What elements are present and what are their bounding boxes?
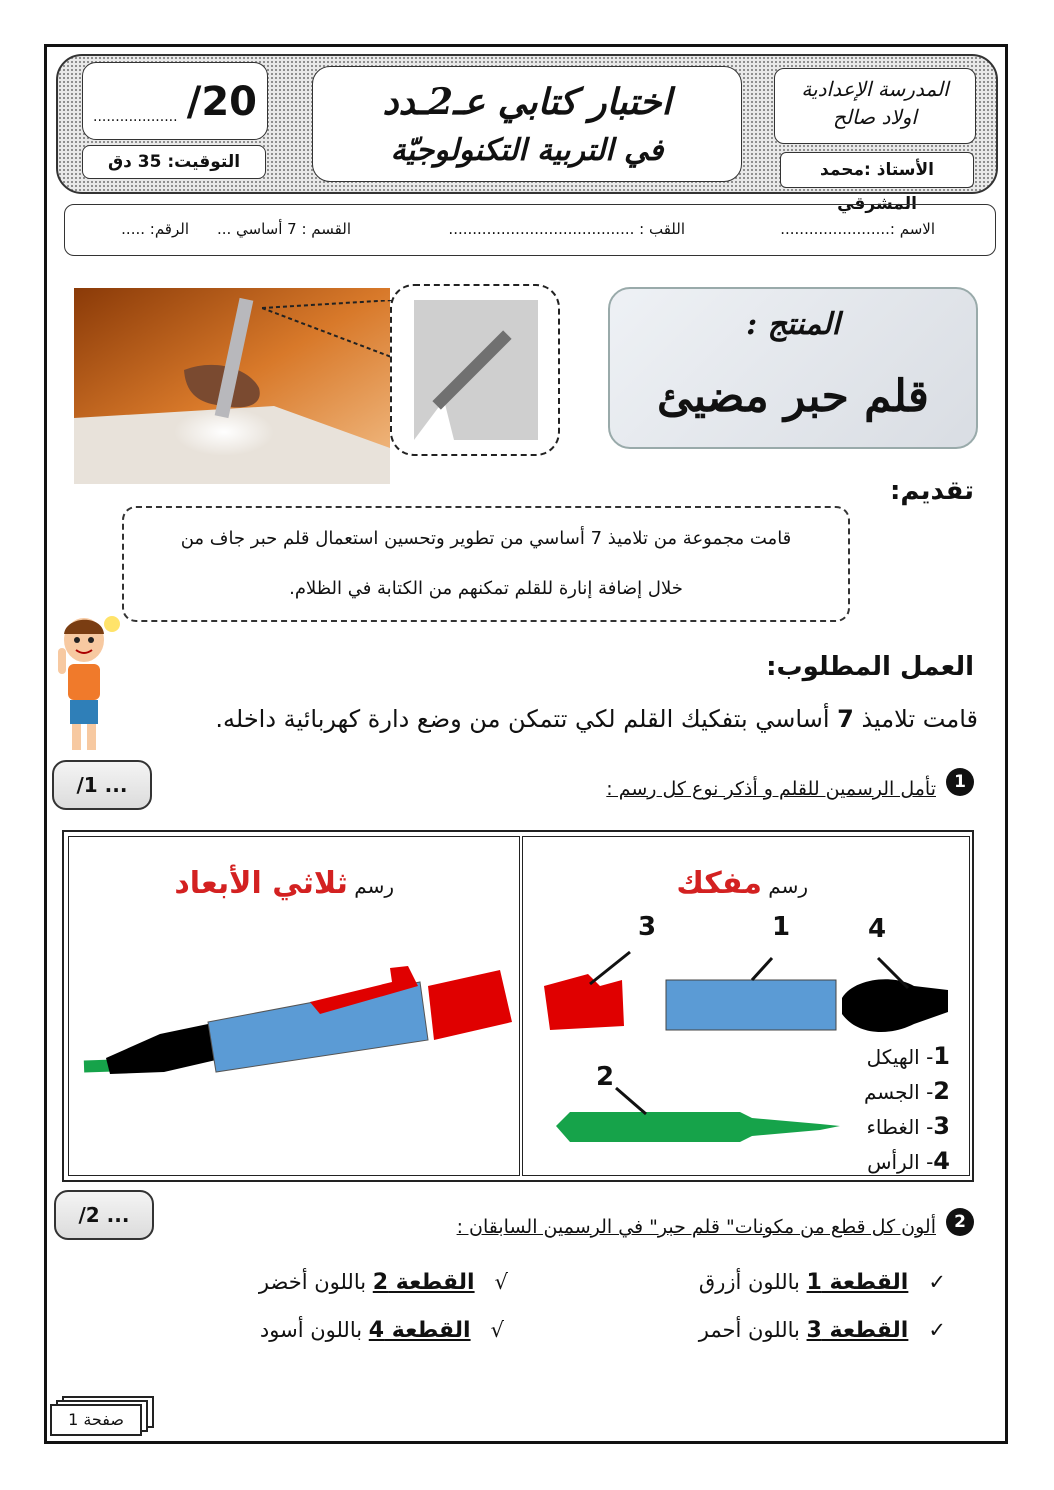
exam-subject: في التربية التكنولوجيّة [390,133,664,168]
legend-item-3 [867,1112,950,1140]
exploded-number-1: 1 [772,912,791,942]
color-item-4 [260,1318,504,1343]
color-item-2-text: باللون أخضر [258,1270,373,1294]
exploded-number-2: 2 [596,1062,615,1092]
color-item-3-label: القطعة 3 [806,1318,909,1343]
legend-item-2 [864,1077,950,1105]
pen-closeup-image [414,300,538,440]
color-item-3 [699,1318,946,1343]
color-item-1-label: القطعة 1 [806,1270,909,1295]
color-item-1-text: باللون أزرق [698,1270,807,1294]
name-field[interactable]: الاسم :....................... [780,220,935,238]
surname-field[interactable]: اللقب : ....................................... [448,220,685,238]
part-4-head [842,979,948,1032]
legend-num-4: 4 [933,1147,950,1175]
leader-2 [616,1088,646,1114]
legend-label-2: - الجسم [864,1080,934,1104]
3d-part-1-barrel [208,982,428,1072]
legend-label-4: - الرأس [867,1150,934,1174]
exploded-caption-type: مفكك [676,866,762,901]
timing-box: التوقيت: 35 دق [82,145,266,179]
product-label: المنتج : [746,307,840,342]
3d-part-4-head [106,1024,216,1074]
student-info-row [64,204,996,256]
leader-3 [590,952,630,984]
legend-label-3: - الغطاء [866,1115,934,1139]
intro-line-2: خلال إضافة إنارة للقلم تمكنهم من الكتابة في الظلام. [289,578,683,599]
leader-1 [752,958,772,980]
task-heading: العمل المطلوب: [766,652,974,682]
q2-points-box: /2 ... [54,1190,154,1240]
score-value: /20 [186,79,257,125]
number-field[interactable]: الرقم: ..... [121,220,189,238]
color-item-3-text: باللون أحمر [698,1318,807,1342]
q2-instruction: ألون كل قطع من مكونات" قلم حبر" في الرسمين السابقان : [456,1216,936,1238]
page-number: صفحة 1 [50,1404,142,1436]
color-item-2-label: القطعة 2 [372,1270,475,1295]
exploded-caption-prefix: رسم [768,874,808,898]
3d-part-3-cap [428,970,512,1040]
task-text-pre: قامت تلاميذ [853,705,978,733]
part-1-barrel [666,980,836,1030]
product-box [608,287,978,449]
task-text-grade: 7 [837,705,854,733]
boy-illustration [54,612,124,754]
check-icon: √ [494,1270,508,1294]
school-name: المدرسة الإعدادية [801,77,949,101]
exploded-caption [676,866,808,901]
exam-title: اختبار كتابي عـ2ـدد [382,81,672,123]
legend-item-4 [867,1147,950,1175]
pen-zoom-box [390,284,560,456]
legend-num-2: 2 [933,1077,950,1105]
q1-number-icon: 1 [946,768,974,796]
task-text [215,705,978,733]
intro-box [122,506,850,622]
product-name: قلم حبر مضيئ [657,371,929,422]
page-number-badge [50,1396,154,1436]
legend-label-1: - الهيكل [866,1045,934,1069]
3d-caption-type: ثلاثي الأبعاد [174,866,348,901]
part-3-cap [544,974,624,1030]
task-text-post: أساسي بتفكيك القلم لكي تتمكن من وضع دارة كهربائية داخله. [215,705,838,733]
3d-caption-prefix: رسم [354,874,394,898]
legend-num-3: 3 [933,1112,950,1140]
color-item-4-text: باللون أسود [259,1318,369,1342]
exploded-number-4: 4 [868,914,887,944]
color-item-2 [259,1270,508,1295]
check-icon: ✓ [928,1318,946,1342]
zoom-connector [262,300,396,360]
q1-points-box: /1 ... [52,760,152,810]
legend-num-1: 1 [933,1042,950,1070]
score-box [82,62,268,140]
color-item-1 [699,1270,946,1295]
3d-pen-drawing [80,960,520,1080]
intro-line-1: قامت مجموعة من تلاميذ 7 أساسي من تطوير وتحسين استعمال قلم حبر جاف من [180,528,792,549]
check-icon: ✓ [928,1270,946,1294]
part-2-refill [556,1112,840,1142]
intro-heading: تقديم: [889,476,974,506]
exam-title-box [312,66,742,182]
color-item-4-label: القطعة 4 [368,1318,471,1343]
3d-caption [174,866,394,901]
class-field[interactable]: القسم : 7 أساسي ... [216,220,351,238]
school-box [774,68,976,144]
exploded-number-3: 3 [638,912,657,942]
q2-number-icon: 2 [946,1208,974,1236]
teacher-box: الأستاذ :محمد المشرقي [780,152,974,188]
score-dots: ................... [93,109,178,125]
check-icon: √ [490,1318,504,1342]
q1-instruction: تأمل الرسمين للقلم و أذكر نوع كل رسم : [606,778,936,800]
school-location: اولاد صالح [833,105,917,129]
legend-item-1 [867,1042,950,1070]
